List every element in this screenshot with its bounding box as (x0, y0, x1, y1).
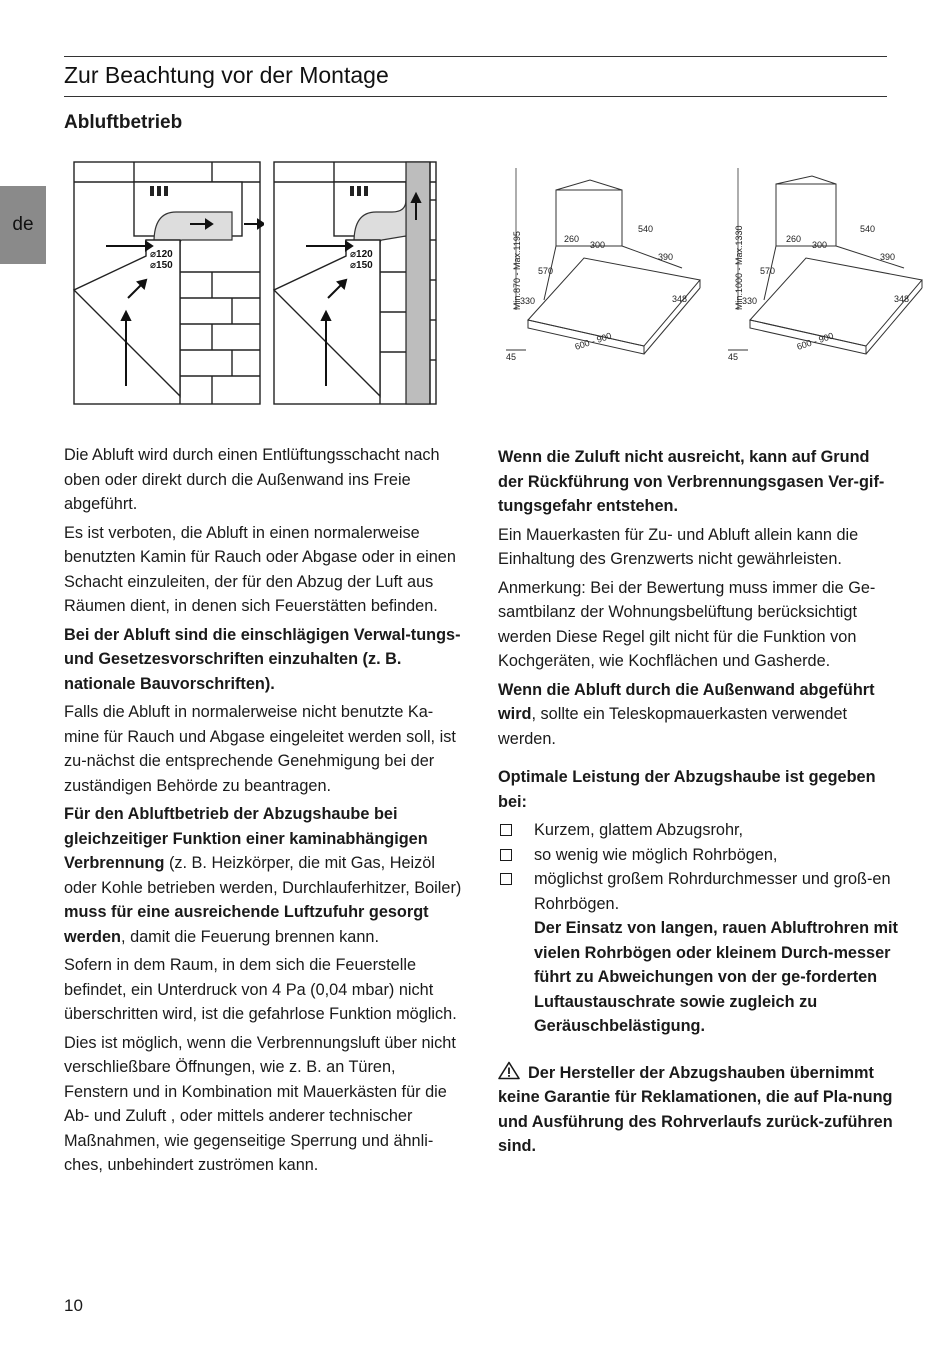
dim-390: 390 (880, 252, 896, 262)
duct-label-120: ⌀120 (350, 249, 373, 260)
dim-45: 45 (728, 352, 739, 362)
dim-45: 45 (506, 352, 517, 362)
optimal-list (498, 818, 898, 916)
paragraph-negative-pressure: Sofern in dem Raum, in dem sich die Feuerstelle befindet, ein Unterdruck von 4 Pa (0,04 mbar) nicht überschritten wird, ist die gefahrlose Funktion möglich. (64, 956, 457, 1023)
top-rule (64, 56, 887, 57)
duct-label-150: ⌀150 (150, 260, 173, 271)
right-column (498, 445, 898, 1163)
optimal-heading-bold: Optimale Leistung der Abzugshaube ist gegeben bei: (498, 768, 876, 811)
dim-390: 390 (658, 252, 674, 262)
list-item-text: Kurzem, glattem Abzugsrohr, (534, 821, 744, 839)
paragraph-wall-box: Ein Mauerkasten für Zu- und Abluft allein kann die Einhaltung des Grenzwerts nicht gewährleisten. (498, 525, 859, 568)
paragraph-poisoning-risk (498, 445, 898, 519)
page-title: Zur Beachtung vor der Montage (64, 62, 389, 88)
dim-348: 348 (672, 294, 688, 304)
dim-570: 570 (538, 266, 554, 276)
dim-260: 260 (564, 234, 580, 244)
page-number: 10 (64, 1296, 83, 1315)
duct-label-120: ⌀120 (150, 249, 173, 260)
paragraph-air-supply (64, 802, 464, 949)
air-supply-text-2: , damit die Feuerung brennen kann. (121, 927, 379, 946)
list-item-text: möglichst großem Rohrdurchmesser und groß-en Rohrbögen. (534, 870, 891, 913)
dim-vertical: Min.1000 - Max.1330 (734, 225, 744, 310)
telescopic-bold: Wenn die Abluft durch die Außenwand abgeführt wird (498, 680, 875, 723)
duct-label-150: ⌀150 (350, 260, 373, 271)
air-supply-text-1: (z. B. Heizkörper, die mit Gas, Heizöl oder Kohle betrieben werden, Durchlauferhitzer, Boiler) (64, 854, 462, 897)
left-column (64, 443, 464, 1182)
warning-paragraph (498, 1061, 898, 1159)
warning-icon (498, 1061, 520, 1080)
list-item-text: so wenig wie möglich Rohrbögen, (534, 845, 778, 864)
paragraph-note: Anmerkung: Bei der Bewertung muss immer die Ge-samtbilanz der Wohnungsbelüftung berücksichtigt werden Diese Regel gilt nicht für die Funktion von Kochgeräten, wie Kochflächen und Gasherde. (498, 578, 876, 670)
dim-600-900: 600 - 900 (795, 330, 835, 352)
section-title: Abluftbetrieb (64, 112, 183, 133)
telescopic-text: , sollte ein Teleskopmauerkasten verwendet werden. (498, 705, 848, 748)
exhaust-wall-diagram (72, 160, 264, 406)
paragraph-regulations (64, 623, 464, 697)
exhaust-shaft-diagram (272, 160, 464, 406)
dimension-diagram-a (504, 160, 702, 366)
dimension-diagram-b (726, 160, 924, 366)
dim-300: 300 (590, 240, 606, 250)
air-supply-bold-1: Für den Abluftbetrieb der Abzugshaube bei gleichzeitiger Funktion einer kaminabhängigen Verbrennung (64, 805, 428, 872)
list-item (498, 818, 898, 843)
paragraph-combustion-air: Dies ist möglich, wenn die Verbrennungsluft über nicht verschließbare Öffnungen, wie z. B. an Türen, Fenstern und in Kombination mit Mauerkästen für die Ab- und Zuluft , oder mittels anderer technischer Maßnahmen, wie gegenseitige Sperrung und ähnli-ches, unbehindert zuströmen kann. (64, 1033, 456, 1174)
poisoning-risk-bold: Wenn die Zuluft nicht ausreicht, kann auf Grund der Rückführung von Verbrennungsgasen Ver-gif-tungsgefahr entstehen. (498, 448, 885, 515)
dim-260: 260 (786, 234, 802, 244)
regulations-bold: Bei der Abluft sind die einschlägigen Verwal-tungs- und Gesetzesvorschriften einzuhalten (z. B. nationale Bauvorschriften). (64, 625, 461, 693)
checkbox-icon (500, 824, 512, 836)
dim-300: 300 (812, 240, 828, 250)
title-rule (64, 96, 887, 97)
optimal-heading (498, 765, 898, 814)
paragraph-exhaust-route: Die Abluft wird durch einen Entlüftungsschacht nach oben oder direkt durch die Außenwand ins Freie abgeführt. (64, 446, 440, 513)
dim-540: 540 (860, 224, 876, 234)
dim-600-900: 600 - 900 (573, 330, 613, 352)
dim-330: 330 (742, 296, 758, 306)
list-item (498, 843, 898, 868)
list-item (498, 867, 898, 916)
paragraph-telescopic (498, 678, 898, 752)
paragraph-prohibition: Es ist verboten, die Abluft in einen normalerweise benutzten Kamin für Rauch oder Abgase oder in einen Schacht einzuleiten, der für den Abzug der Luft aus Räumen dient, in denen sich Feuerstätten befinden. (64, 523, 456, 615)
checkbox-icon (500, 873, 512, 885)
dim-348: 348 (894, 294, 910, 304)
list-note: Der Einsatz von langen, rauen Abluftrohren mit vielen Rohrbögen oder kleinem Durch-messer führt zu Abweichungen von der ge-forderten Luftaustauschrate sowie zugleich zu Geräuschbelästigung. (534, 919, 898, 1035)
paragraph-permission: Falls die Abluft in normalerweise nicht benutzte Ka-mine für Rauch und Abgase eingeleitet werden soll, ist zu-nächst die entsprechende Genehmigung bei der zuständigen Behörde zu beantragen. (64, 703, 456, 795)
checkbox-icon (500, 849, 512, 861)
air-supply-bold-2: muss für eine ausreichende Luftzufuhr gesorgt werden (64, 903, 429, 946)
warning-text: Der Hersteller der Abzugshauben übernimmt keine Garantie für Reklamationen, die auf Pla-nung und Ausführung des Rohrverlaufs zurück-zuführen sind. (498, 1063, 893, 1155)
dim-vertical: Min.870 - Max.1195 (512, 231, 522, 310)
dim-540: 540 (638, 224, 654, 234)
language-tab: de (0, 186, 46, 264)
dim-330: 330 (520, 296, 536, 306)
dim-570: 570 (760, 266, 776, 276)
